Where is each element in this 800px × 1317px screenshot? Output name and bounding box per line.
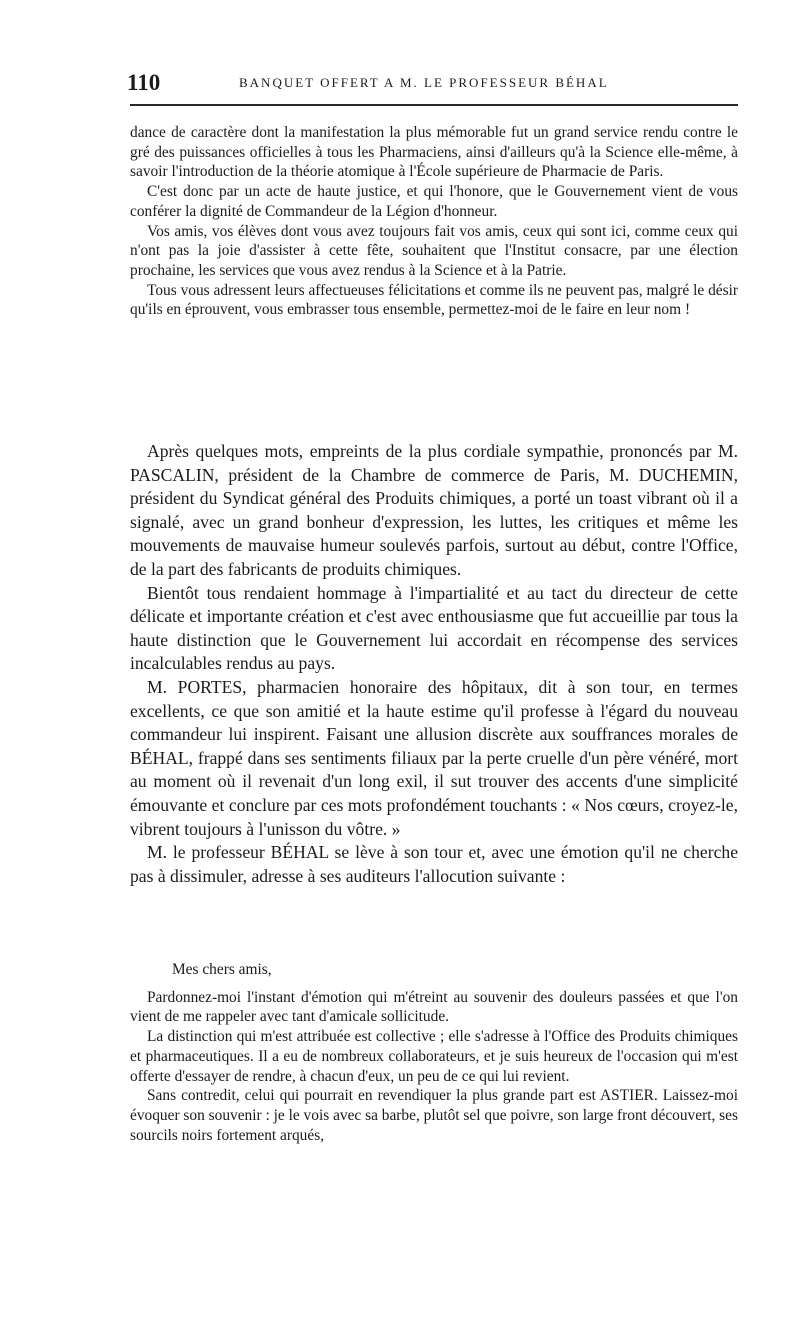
banquet-narrative — [130, 440, 738, 888]
page-number: 110 — [127, 70, 161, 95]
speech-paragraph-2: La distinction qui m'est attribuée est collective ; elle s'adresse à l'Office des Produits chimiques et pharmaceutiques. Il a eu de nombreux collaborateurs, et je suis heureux de l'occasion qui m'est offerte d'essayer de rendre, à chacun d'eux, un peu de ce qui lui revient. — [130, 1028, 738, 1085]
narrative-paragraph-3: M. PORTES, pharmacien honoraire des hôpitaux, dit à son tour, en termes excellents, ce que son amitié et la haute estime qu'il professe à l'égard du nouveau commandeur lui inspirent. Faisant une allusion discrète aux souffrances morales de BÉHAL, frappé dans ses sentiments filiaux par la perte cruelle d'un père vénéré, mort au moment où il revenait d'un long exil, il sut trouver des accents d'une simplicité émouvante et conclure par ces mots profondément touchants : « Nos cœurs, croyez-le, vibrent toujours à l'unisson du vôtre. » — [130, 676, 738, 839]
page-header — [127, 70, 739, 98]
letter-paragraph-4: Tous vous adressent leurs affectueuses félicitations et comme ils ne peuvent pas, malgré le désir qu'ils en éprouvent, vous embrasser tous ensemble, permettez-moi de le faire en leur nom ! — [130, 281, 738, 319]
letter-paragraph-3: Vos amis, vos élèves dont vous avez toujours fait vos amis, ceux qui sont ici, comme ceux qui n'ont pas la joie d'assister à cette fête, souhaitent que l'Institut consacre, par une élection prochaine, les services que vous avez rendus à la Science et à la Patrie. — [130, 222, 738, 279]
letter-paragraph-2: C'est donc par un acte de haute justice, et qui l'honore, que le Gouvernement vient de vous conférer la dignité de Commandeur de la Légion d'honneur. — [130, 183, 738, 220]
narrative-paragraph-2: Bientôt tous rendaient hommage à l'impartialité et au tact du directeur de cette délicate et importante création et c'est avec enthousiasme que fut accueillie par tous la haute distinction que le Gouvernement lui accordait en récompense des services incalculables rendus au pays. — [130, 582, 738, 674]
speech-salutation: Mes chers amis, — [172, 961, 272, 978]
narrative-paragraph-1: Après quelques mots, empreints de la plus cordiale sympathie, prononcés par M. PASCALIN, président de la Chambre de commerce de Paris, M. DUCHEMIN, président du Syndicat général des Produits chimiques, a porté un toast vibrant où il a signalé, avec un grand bonheur d'expression, les luttes, les critiques et même les mouvements de mauvaise humeur soulevés parfois, surtout au début, contre l'Office, de la part des fabricants de produits chimiques. — [130, 441, 738, 579]
header-rule — [130, 104, 738, 106]
running-title: BANQUET OFFERT A M. LE PROFESSEUR BÉHAL — [239, 75, 609, 90]
letter-continuation — [130, 123, 738, 320]
speech-paragraph-1: Pardonnez-moi l'instant d'émotion qui m'étreint au souvenir des douleurs passées et que l'on vient de me rappeler avec tant d'amicale sollicitude. — [130, 988, 738, 1026]
behal-speech — [130, 960, 738, 1145]
narrative-paragraph-4: M. le professeur BÉHAL se lève à son tour et, avec une émotion qu'il ne cherche pas à dissimuler, adresse à ses auditeurs l'allocution suivante : — [130, 842, 738, 886]
speech-paragraph-3: Sans contredit, celui qui pourrait en revendiquer la plus grande part est ASTIER. Laissez-moi évoquer son souvenir : je le vois avec sa barbe, plutôt sel que poivre, son large front découvert, ses sourcils noirs fortement arqués, — [130, 1087, 738, 1144]
letter-paragraph-1: dance de caractère dont la manifestation la plus mémorable fut un grand service rendu contre le gré des puissances officielles à tous les Pharmaciens, ainsi d'ailleurs qu'à la Science elle-même, à savoir l'introduction de la théorie atomique à l'École supérieure de Pharmacie de Paris. — [130, 124, 738, 181]
